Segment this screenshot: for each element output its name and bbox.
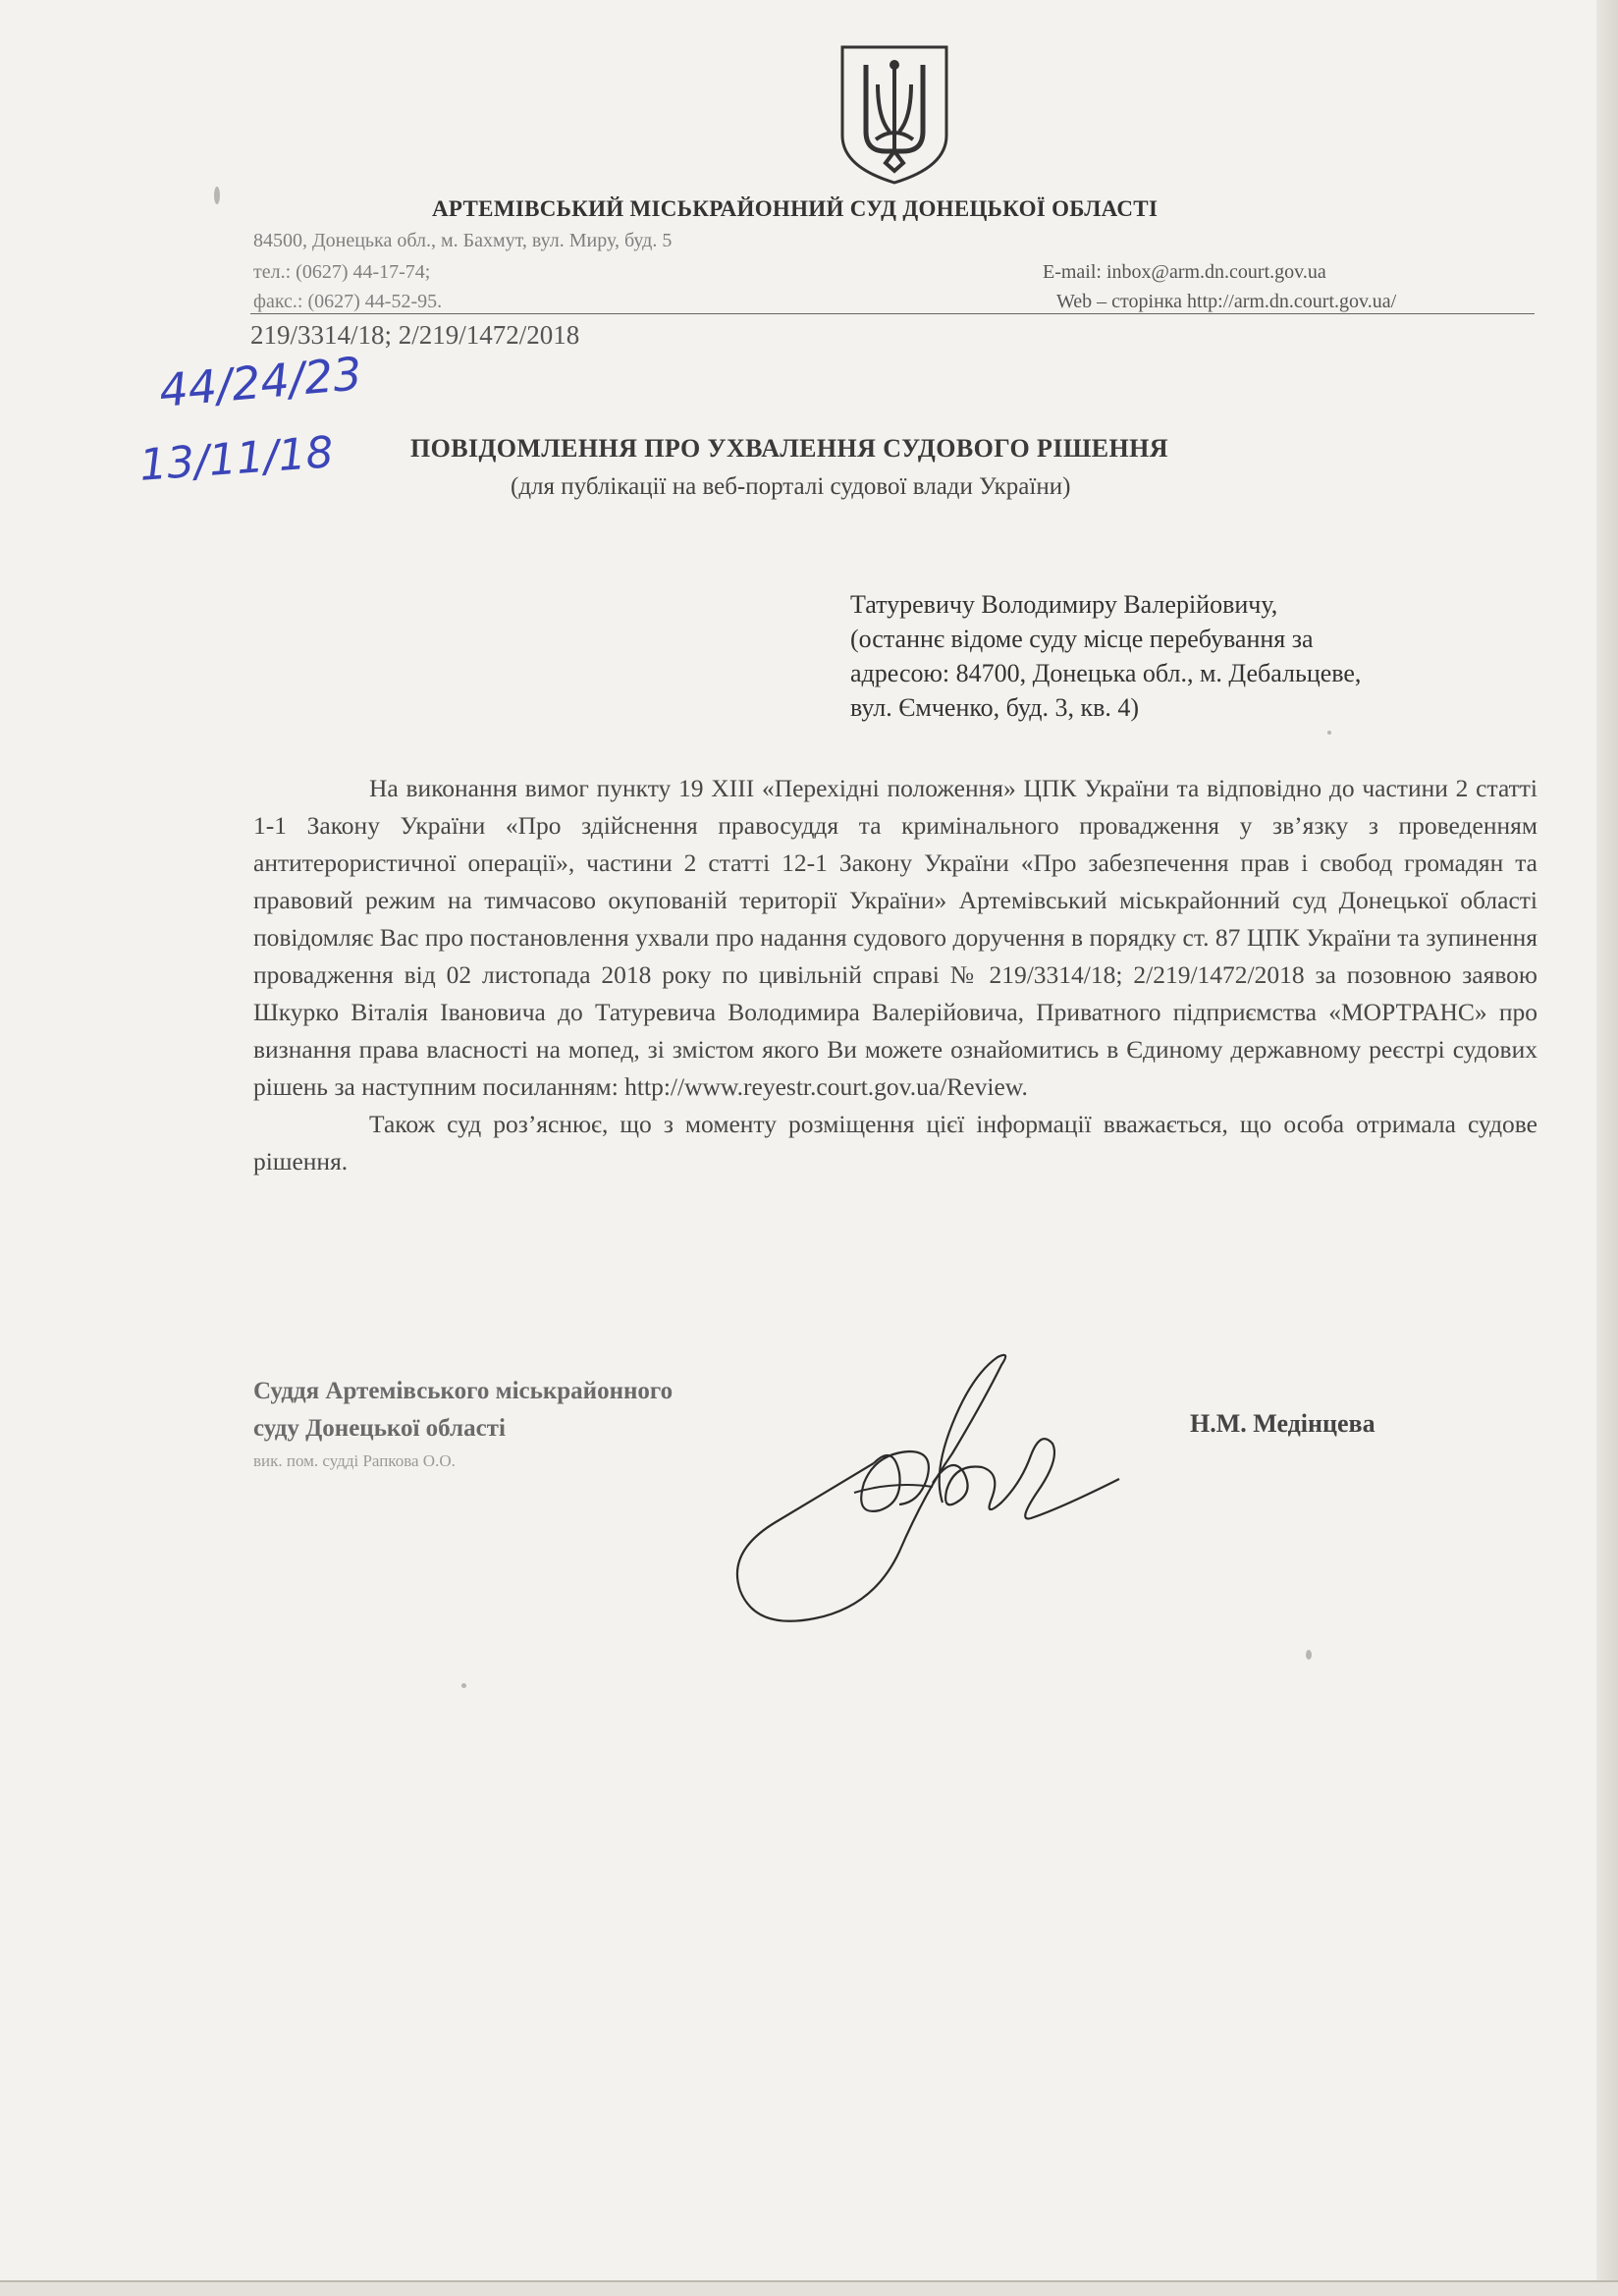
scan-artifact [214, 187, 220, 204]
handwritten-date: 13/11/18 [137, 427, 336, 491]
handwritten-signature [707, 1345, 1159, 1640]
addressee-block [850, 587, 1557, 725]
coat-of-arms-icon [836, 41, 952, 187]
court-name: АРТЕМІВСЬКИЙ МІСЬКРАЙОННИЙ СУД ДОНЕЦЬКОЇ ОБЛАСТІ [432, 196, 1159, 221]
scan-artifact [1306, 1650, 1312, 1660]
court-phone: тел.: (0627) 44-17-74; [253, 261, 431, 283]
header-divider [250, 313, 1535, 314]
judge-title-line: суду Донецької області [253, 1415, 506, 1442]
scan-artifact [461, 1683, 466, 1688]
scan-artifact [1327, 731, 1331, 735]
page-edge-shadow [1596, 0, 1618, 2296]
addressee-line: адресою: 84700, Донецька обл., м. Дебальцеве, [850, 659, 1362, 687]
page-bottom-edge [0, 2280, 1618, 2296]
document-subtitle: (для публікації на веб-порталі судової влади України) [511, 473, 1071, 500]
body-paragraph: На виконання вимог пункту 19 XIII «Перехідні положення» ЦПК України та відповідно до частини 2 статті 1-1 Закону України «Про здійснення правосуддя та кримінального провадження у зв’язку з проведенням антитерористичної операції», частини 2 статті 12-1 Закону України «Про забезпечення прав і свобод громадян та правовий режим на тимчасово окупованій території України» Артемівський міськрайонний суд Донецької області повідомляє Вас про постановлення ухвали про надання судового доручення в порядку ст. 87 ЦПК України та зупинення провадження від 02 листопада 2018 року по цивільній справі № 219/3314/18; 2/219/1472/2018 за позовною заявою Шкурко Віталія Івановича до Татуревича Володимира Валерійовича, Приватного підприємства «МОРТРАНС» про визнання права власності на мопед, зі змістом якого Ви можете ознайомитись в Єдиному державному реєстрі судових рішень за наступним посиланням: http://www.reyestr.court.gov.ua/Review. [253, 774, 1537, 1101]
court-email: E-mail: inbox@arm.dn.court.gov.ua [1043, 261, 1326, 283]
court-address: 84500, Донецька обл., м. Бахмут, вул. Миру, буд. 5 [253, 230, 673, 251]
addressee-line: вул. Ємченко, буд. 3, кв. 4) [850, 693, 1140, 722]
judge-name: Н.М. Медінцева [1190, 1409, 1375, 1438]
addressee-line: (останнє відоме суду місце перебування за [850, 625, 1314, 653]
notice-body [253, 770, 1537, 1180]
document-title: ПОВІДОМЛЕННЯ ПРО УХВАЛЕННЯ СУДОВОГО РІШЕННЯ [410, 434, 1168, 463]
clerk-note: вик. пом. судді Рапкова О.О. [253, 1451, 456, 1470]
judge-title-line: Суддя Артемівського міськрайонного [253, 1378, 674, 1404]
case-numbers: 219/3314/18; 2/219/1472/2018 [250, 320, 580, 350]
addressee-name: Татуревичу Володимиру Валерійовичу, [850, 590, 1278, 619]
court-fax: факс.: (0627) 44-52-95. [253, 291, 443, 312]
body-paragraph: Також суд роз’яснює, що з моменту розміщення цієї інформації вважається, що особа отримала судове рішення. [253, 1110, 1537, 1175]
handwritten-registration-number: 44/24/23 [157, 347, 364, 417]
judge-title [253, 1373, 673, 1448]
court-website: Web – сторінка http://arm.dn.court.gov.ua/ [1056, 291, 1397, 312]
